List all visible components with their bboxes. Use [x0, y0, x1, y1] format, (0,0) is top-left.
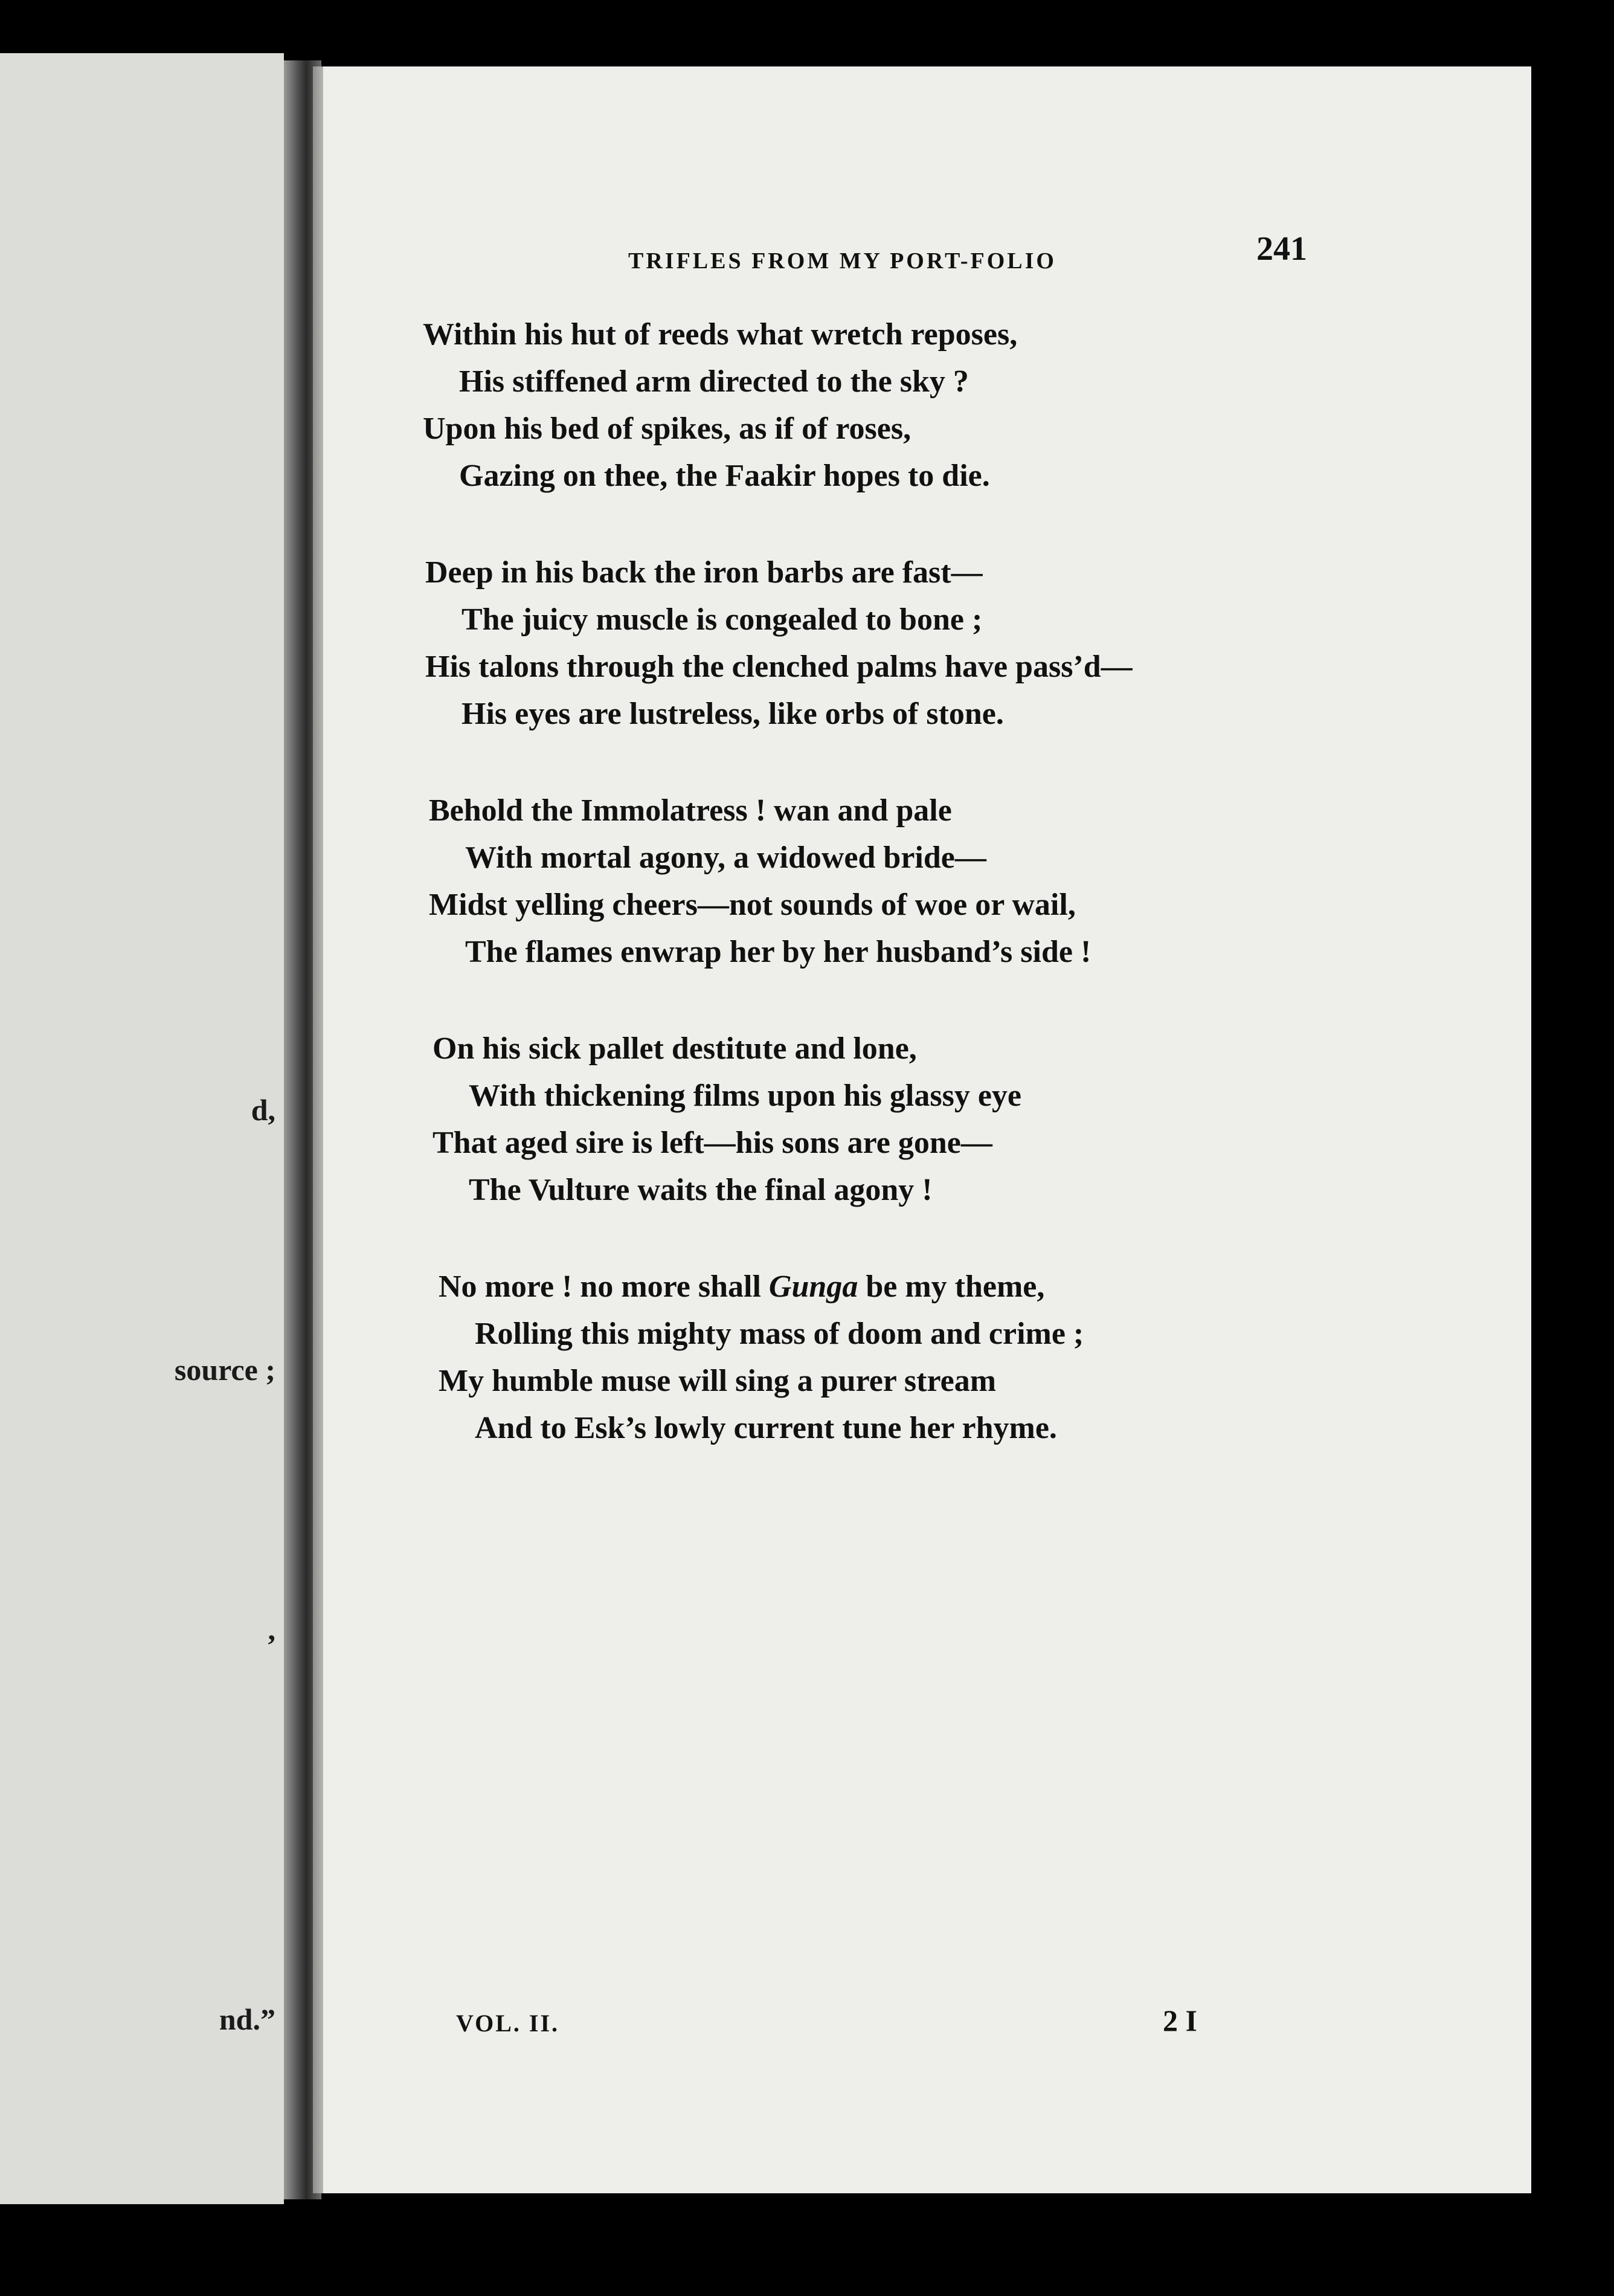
verse-line: Rolling this mighty mass of doom and crime ; [475, 1317, 1084, 1351]
verse-italic: Gunga [768, 1269, 858, 1304]
verse-line [439, 1263, 1480, 1311]
verse-line: With thickening films upon his glassy eye [469, 1079, 1022, 1113]
verse-line: His talons through the clenched palms have pass’d— [425, 650, 1133, 684]
left-page-fragment: , [268, 1613, 275, 1646]
stanza [423, 1025, 1480, 1214]
verse-text: No more ! no more shall [439, 1269, 761, 1304]
verse-line: His eyes are lustreless, like orbs of stone. [461, 697, 1004, 731]
verse-line: Deep in his back the iron barbs are fast— [425, 555, 983, 590]
page-number: 241 [1256, 230, 1307, 268]
stanza [423, 1263, 1480, 1452]
verse-line: His stiffened arm directed to the sky ? [459, 364, 969, 399]
left-page-fragment: nd.” [219, 2002, 275, 2036]
verse-line: Behold the Immolatress ! wan and pale [429, 793, 952, 828]
verse-line: With mortal agony, a widowed bride— [465, 840, 986, 875]
verse-text: be my theme, [866, 1269, 1045, 1304]
verse-line: Gazing on thee, the Faakir hopes to die. [459, 459, 990, 493]
verse-line: On his sick pallet destitute and lone, [432, 1031, 917, 1066]
verse-line: And to Esk’s lowly current tune her rhyme. [475, 1411, 1057, 1445]
verse-line: My humble muse will sing a purer stream [439, 1364, 997, 1398]
poem [423, 311, 1480, 1501]
volume-footer: VOL. II. [456, 2010, 560, 2037]
verse-line: The flames enwrap her by her husband’s side ! [465, 935, 1092, 969]
left-page-fragment: d, [251, 1093, 275, 1127]
stanza [423, 311, 1480, 500]
left-page-fragment: source ; [174, 1353, 275, 1387]
right-page [323, 66, 1531, 2193]
stanza [423, 787, 1480, 976]
signature-mark: 2 I [1163, 2004, 1197, 2037]
verse-line: Midst yelling cheers—not sounds of woe or wail, [429, 888, 1076, 922]
verse-line: Within his hut of reeds what wretch reposes, [423, 317, 1018, 352]
stanza [423, 549, 1480, 738]
running-head: TRIFLES FROM MY PORT-FOLIO [628, 248, 1056, 274]
left-page [0, 53, 284, 2204]
verse-line: The juicy muscle is congealed to bone ; [461, 602, 983, 637]
verse-line: Upon his bed of spikes, as if of roses, [423, 411, 911, 446]
verse-line: The Vulture waits the final agony ! [469, 1173, 933, 1207]
verse-line: That aged sire is left—his sons are gone— [432, 1126, 992, 1160]
